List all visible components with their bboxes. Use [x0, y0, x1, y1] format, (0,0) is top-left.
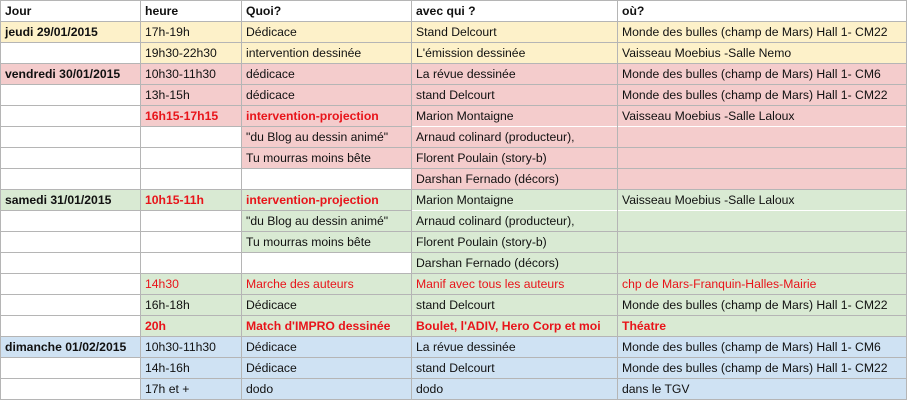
table-row [1, 64, 907, 85]
cell-jour[interactable]: vendredi 30/01/2015 [1, 64, 141, 85]
cell-heure[interactable]: 10h30-11h30 [141, 64, 242, 85]
header-avec[interactable]: avec qui ? [412, 1, 618, 22]
cell-avec[interactable]: dodo [412, 379, 618, 400]
table-row [1, 379, 907, 400]
cell-quoi[interactable]: Dédicace [242, 295, 412, 316]
table-row [1, 295, 907, 316]
cell-ou[interactable]: Monde des bulles (champ de Mars) Hall 1- CM22 [618, 295, 907, 316]
cell-jour[interactable]: dimanche 01/02/2015 [1, 337, 141, 358]
cell-jour[interactable] [1, 43, 141, 64]
cell-heure[interactable] [141, 148, 242, 169]
cell-avec[interactable]: stand Delcourt [412, 85, 618, 106]
cell-quoi[interactable]: "du Blog au dessin animé" [242, 127, 412, 148]
table-row [1, 316, 907, 337]
cell-ou[interactable]: Monde des bulles (champ de Mars) Hall 1- CM22 [618, 85, 907, 106]
cell-ou[interactable]: chp de Mars-Franquin-Halles-Mairie [618, 274, 907, 295]
cell-quoi[interactable]: dodo [242, 379, 412, 400]
cell-ou[interactable]: Monde des bulles (champ de Mars) Hall 1- CM6 [618, 337, 907, 358]
cell-heure[interactable] [141, 127, 242, 148]
cell-heure[interactable] [141, 169, 242, 190]
cell-heure[interactable]: 20h [141, 316, 242, 337]
header-jour[interactable]: Jour [1, 1, 141, 22]
cell-quoi[interactable]: Dédicace [242, 337, 412, 358]
cell-avec[interactable]: Arnaud colinard (producteur), [412, 211, 618, 232]
cell-ou[interactable]: Monde des bulles (champ de Mars) Hall 1- CM22 [618, 22, 907, 43]
cell-jour[interactable] [1, 295, 141, 316]
cell-avec[interactable]: Darshan Fernado (décors) [412, 253, 618, 274]
cell-jour[interactable] [1, 232, 141, 253]
cell-quoi[interactable]: Tu mourras moins bête [242, 148, 412, 169]
table-row [1, 106, 907, 127]
cell-quoi[interactable]: "du Blog au dessin animé" [242, 211, 412, 232]
cell-avec[interactable]: Marion Montaigne [412, 106, 618, 127]
cell-jour[interactable] [1, 316, 141, 337]
cell-avec[interactable]: stand Delcourt [412, 358, 618, 379]
cell-heure[interactable] [141, 211, 242, 232]
cell-quoi[interactable]: Marche des auteurs [242, 274, 412, 295]
cell-heure[interactable]: 17h et + [141, 379, 242, 400]
cell-heure[interactable] [141, 232, 242, 253]
cell-avec[interactable]: Boulet, l'ADIV, Hero Corp et moi [412, 316, 618, 337]
cell-avec[interactable]: Darshan Fernado (décors) [412, 169, 618, 190]
cell-ou[interactable] [618, 127, 907, 148]
cell-quoi[interactable] [242, 169, 412, 190]
cell-quoi[interactable]: Dédicace [242, 358, 412, 379]
table-row [1, 43, 907, 64]
cell-avec[interactable]: L'émission dessinée [412, 43, 618, 64]
table-row [1, 358, 907, 379]
cell-jour[interactable] [1, 169, 141, 190]
cell-jour[interactable] [1, 253, 141, 274]
cell-heure[interactable]: 16h15-17h15 [141, 106, 242, 127]
table-row [1, 211, 907, 232]
cell-avec[interactable]: Florent Poulain (story-b) [412, 232, 618, 253]
cell-quoi[interactable]: dédicace [242, 85, 412, 106]
cell-ou[interactable] [618, 148, 907, 169]
header-ou[interactable]: où? [618, 1, 907, 22]
cell-jour[interactable] [1, 274, 141, 295]
cell-quoi[interactable]: intervention-projection [242, 106, 412, 127]
cell-avec[interactable]: stand Delcourt [412, 295, 618, 316]
cell-ou[interactable]: Monde des bulles (champ de Mars) Hall 1- CM6 [618, 64, 907, 85]
cell-avec[interactable]: Arnaud colinard (producteur), [412, 127, 618, 148]
cell-jour[interactable] [1, 379, 141, 400]
cell-heure[interactable]: 13h-15h [141, 85, 242, 106]
cell-heure[interactable]: 17h-19h [141, 22, 242, 43]
cell-ou[interactable]: Théatre [618, 316, 907, 337]
table-row [1, 148, 907, 169]
cell-jour[interactable] [1, 106, 141, 127]
cell-quoi[interactable]: Tu mourras moins bête [242, 232, 412, 253]
cell-heure[interactable]: 10h15-11h [141, 190, 242, 211]
table-row [1, 337, 907, 358]
cell-avec[interactable]: La révue dessinée [412, 64, 618, 85]
cell-jour[interactable] [1, 148, 141, 169]
cell-ou[interactable]: Monde des bulles (champ de Mars) Hall 1- CM22 [618, 358, 907, 379]
cell-heure[interactable]: 14h30 [141, 274, 242, 295]
cell-avec[interactable]: Manif avec tous les auteurs [412, 274, 618, 295]
table-row [1, 253, 907, 274]
cell-avec[interactable]: La révue dessinée [412, 337, 618, 358]
cell-heure[interactable] [141, 253, 242, 274]
cell-heure[interactable]: 19h30-22h30 [141, 43, 242, 64]
header-heure[interactable]: heure [141, 1, 242, 22]
cell-avec[interactable]: Marion Montaigne [412, 190, 618, 211]
cell-heure[interactable]: 16h-18h [141, 295, 242, 316]
cell-ou[interactable] [618, 253, 907, 274]
cell-quoi[interactable]: intervention dessinée [242, 43, 412, 64]
cell-jour[interactable] [1, 358, 141, 379]
cell-quoi[interactable]: dédicace [242, 64, 412, 85]
cell-jour[interactable]: samedi 31/01/2015 [1, 190, 141, 211]
cell-ou[interactable] [618, 169, 907, 190]
cell-ou[interactable] [618, 232, 907, 253]
cell-ou[interactable]: Vaisseau Moebius -Salle Nemo [618, 43, 907, 64]
cell-heure[interactable]: 14h-16h [141, 358, 242, 379]
header-quoi[interactable]: Quoi? [242, 1, 412, 22]
table-row [1, 232, 907, 253]
cell-jour[interactable] [1, 85, 141, 106]
table-row [1, 22, 907, 43]
cell-ou[interactable] [618, 211, 907, 232]
table-row [1, 85, 907, 106]
cell-ou[interactable]: dans le TGV [618, 379, 907, 400]
table-row [1, 169, 907, 190]
table-row [1, 274, 907, 295]
cell-ou[interactable]: Vaisseau Moebius -Salle Laloux [618, 106, 907, 127]
cell-quoi[interactable]: Match d'IMPRO dessinée [242, 316, 412, 337]
cell-avec[interactable]: Florent Poulain (story-b) [412, 148, 618, 169]
cell-quoi[interactable] [242, 253, 412, 274]
cell-jour[interactable] [1, 127, 141, 148]
table-row [1, 127, 907, 148]
cell-jour[interactable] [1, 211, 141, 232]
cell-avec[interactable]: Stand Delcourt [412, 22, 618, 43]
cell-quoi[interactable]: intervention-projection [242, 190, 412, 211]
cell-quoi[interactable]: Dédicace [242, 22, 412, 43]
cell-heure[interactable]: 10h30-11h30 [141, 337, 242, 358]
table-row [1, 190, 907, 211]
cell-jour[interactable]: jeudi 29/01/2015 [1, 22, 141, 43]
cell-ou[interactable]: Vaisseau Moebius -Salle Laloux [618, 190, 907, 211]
header-row [1, 1, 907, 22]
